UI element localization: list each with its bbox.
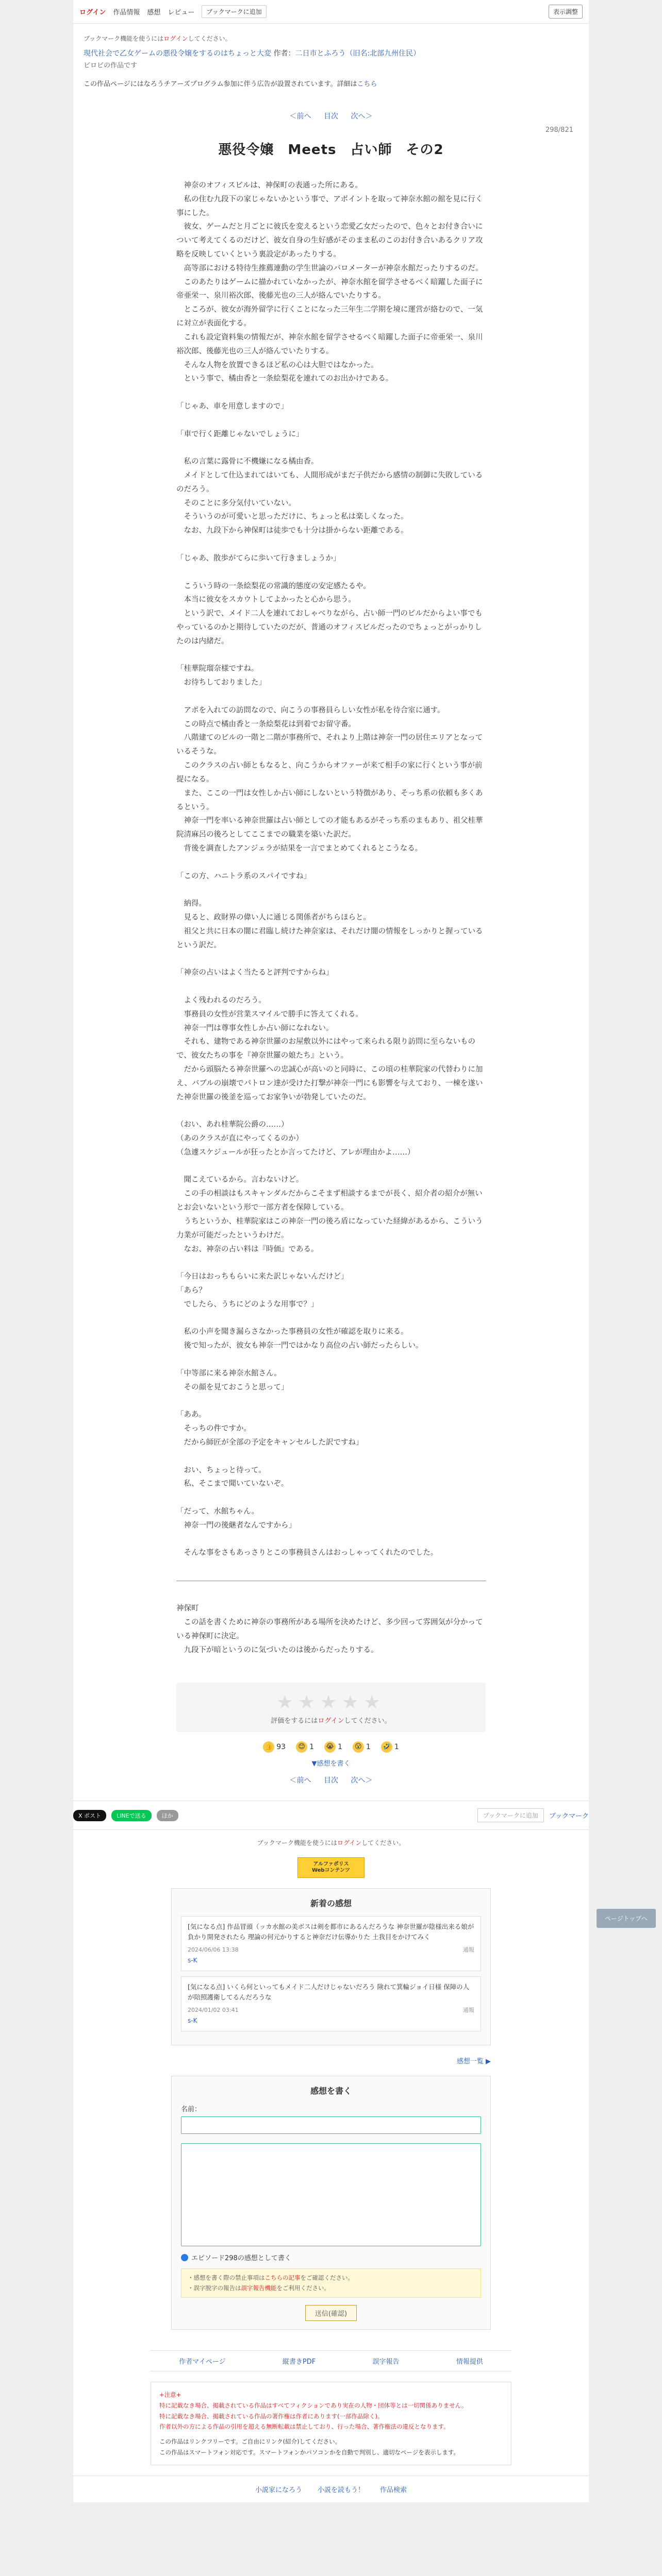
novel-paragraph [176, 1160, 486, 1174]
impression-date: 2024/01/02 03:41 [188, 2007, 239, 2014]
reaction-emoji-icon: 👍 [263, 1741, 274, 1753]
novel-paragraph [176, 883, 486, 897]
impressions-more-link[interactable]: 感想一覧 ▶ [456, 2058, 491, 2066]
novel-paragraph: 「この方、ハニトラ系のスパイですね」 [176, 872, 311, 880]
impression-item [181, 1976, 481, 2031]
novel-paragraph: 見ると、政財界の偉い人に通じる関係者がちらほらと。 [176, 913, 371, 922]
report-link[interactable]: 通報 [463, 2007, 474, 2014]
share-bar [73, 1801, 589, 1830]
bookmark-add-box[interactable]: ブックマークに追加 [202, 5, 266, 18]
bookmark-login-notice: ブックマーク機能を使うにはログインしてください。 [84, 35, 231, 42]
novel-paragraph: 納得。 [176, 900, 206, 908]
prev-link[interactable]: ＜前へ [289, 112, 311, 121]
novel-paragraph [176, 1394, 486, 1408]
novel-paragraph: 祖父と共に日本の闇に君臨し続けた神奈家は、それだけ闇の情報をしっかりと握っているという訳だ。 [176, 927, 483, 950]
novel-paragraph: 彼女、ゲームだと月ごとに彼氏を変えるという恋愛乙女だったので、色々とお付き合いについて考えてくるのだけど、彼女自身の生好感がそのまま私のこのお付き合いあるクリア攻略を反映していくという裏設定があったりする。 [176, 223, 483, 259]
impression-item [181, 1916, 481, 1971]
narou-link[interactable]: 小説家になろう [255, 2486, 302, 2495]
novel-body [176, 179, 486, 1560]
line-share-button[interactable]: LINEで送る [111, 1810, 152, 1821]
novel-paragraph: こういう時の一条絵梨花の常識的態度の安定感たるや。 [176, 582, 371, 590]
novel-paragraph: 本当に彼女をスカウトしてよかったと心から思う。 [176, 596, 356, 604]
typo-report-link[interactable]: 誤字報告機能 [241, 2284, 277, 2292]
rating-login-link[interactable]: ログイン [318, 1717, 344, 1725]
new-impressions-box [171, 1888, 491, 2045]
novel-paragraph: お待ちしておりました」 [176, 679, 266, 687]
nav-reviews[interactable]: レビュー [168, 9, 195, 16]
novel-paragraph [176, 1353, 486, 1367]
footer-bottom [73, 2476, 589, 2502]
novel-paragraph: 「神奈の占いはよく当たると評判ですからね」 [176, 969, 334, 977]
promo-notice: この作品ページにはなろうチアーズプログラム参加に伴う広告が設置されています。詳細はこちら [84, 80, 377, 88]
novel-paragraph [176, 566, 486, 580]
reaction-count: 1 [337, 1743, 342, 1752]
x-post-button[interactable]: X ポスト [73, 1810, 106, 1821]
afterword [176, 1602, 486, 1657]
new-impressions-title: 新着の感想 [310, 1899, 352, 1909]
novel-paragraph: このクラスの占い師ともなると、向こうからオファーが来て相手の家に行くという事が前提になる。 [176, 761, 483, 784]
site-header [73, 0, 589, 24]
bookmark-login-notice-bottom: ブックマーク機能を使うにはログインしてください。 [257, 1839, 405, 1847]
novel-paragraph [176, 1256, 486, 1270]
novel-paragraph: だから頭脳たる神奈世羅への忠誠心が高いのと同時に、この頃の桂華院家の代替わりに加え、バブルの崩壊でパトロン達が受けた打撃が神奈一門にも影響を与えており、一棟を遂いた神奈世羅の後釜を巡ってお家争いが勃発していたのだ。 [176, 1065, 483, 1101]
novel-paragraph [176, 856, 486, 870]
nav-work-info[interactable]: 作品情報 [113, 9, 140, 16]
reaction-button[interactable] [296, 1741, 314, 1753]
impression-date: 2024/06/06 13:38 [188, 1946, 239, 1954]
novel-paragraph: アポを入れての訪問なので、向こうの事務員らしい女性が私を待合室に通す。 [176, 706, 445, 715]
reaction-emoji-icon: 🤣 [381, 1741, 392, 1753]
afterword-paragraph: 九段下が暗というのに気づいたのは後からだったりする。 [176, 1646, 378, 1654]
novel-paragraph: そんな事をさもあっさりとこの事務員さんはおっしゃってくれたのでした。 [176, 1549, 438, 1557]
rules-link[interactable]: こちらの記事 [264, 2274, 301, 2282]
novel-paragraph [176, 1491, 486, 1505]
novel-paragraph: この手の相談はもスキャンダルだからこそまず相談するまでが長く、紹介者の紹介が無いとお会いないという形で一部方者を保障している。 [176, 1190, 483, 1212]
reaction-button[interactable] [263, 1741, 286, 1753]
novel-paragraph: 神奈一門は尊事女性しか占い師になれない。 [176, 1024, 334, 1032]
author-link[interactable]: 二日市とふろう（旧名:北部九州住民） [295, 49, 421, 58]
reaction-button[interactable] [353, 1741, 371, 1753]
write-impression-box [171, 2076, 491, 2330]
novel-paragraph: なお、神奈の占い料は『時価』である。 [176, 1245, 319, 1253]
prev-link-bottom[interactable]: ＜前へ [289, 1776, 311, 1785]
write-impression-link[interactable]: ▼感想を書く [311, 1760, 351, 1768]
impression-meta [188, 2006, 474, 2015]
caution-title: +注意+ [159, 2391, 181, 2399]
author-mypage-link[interactable]: 作者マイページ [179, 2358, 226, 2366]
bookmark-area [477, 1808, 589, 1822]
promo-link[interactable]: こちら [357, 80, 377, 88]
notice-login-link[interactable]: ログイン [163, 35, 188, 42]
afterword-paragraph: 神保町 [176, 1604, 199, 1613]
novel-paragraph [176, 690, 486, 704]
novel-paragraph: 「だって、水館ちゃん。 [176, 1507, 259, 1516]
info-provide-link[interactable]: 情報提供 [456, 2358, 483, 2366]
reaction-count: 1 [309, 1743, 314, 1752]
rating-box [176, 1683, 486, 1732]
novel-paragraph: そっちの件ですか。 [176, 1425, 251, 1433]
novel-paragraph: 「今日はおっちもらいに来た訳じゃないんだけど」 [176, 1273, 349, 1281]
novel-paragraph: そのことに多分気付いていない。 [176, 499, 296, 507]
novel-paragraph [176, 952, 486, 966]
novel-paragraph: その顔を見ておこうと思って」 [176, 1383, 289, 1392]
reaction-count: 1 [394, 1743, 399, 1752]
novel-paragraph: このあたりはゲームに描かれていなかったが、神奈水館を留学させるべく暗躍した面子に帝亜栄一、泉川裕次郎、後藤光也の三人が絡んでいたりする。 [176, 278, 483, 300]
yomou-link[interactable]: 小説を読もう！ [317, 2486, 365, 2495]
reaction-button[interactable] [381, 1741, 399, 1753]
afterword-paragraph: この話を書くために神奈の事務所がある場所を決めたけど、多少回って雰囲気が分かっている神保町に決定。 [176, 1618, 483, 1640]
novel-paragraph: この時点で橘由香と一条絵梨花は到着でお留守番。 [176, 720, 356, 728]
novel-paragraph: 「じゃあ、車を用意しますので」 [176, 402, 288, 411]
novel-paragraph: （あのクラスが直にやってくるのか） [176, 1134, 304, 1143]
bookmark-add-box-bottom[interactable]: ブックマークに追加 [477, 1808, 544, 1822]
series-info: 現代社会で乙女ゲームの悪役令嬢をするのはちょっと大変 作者：二日市とふろう（旧名:北部九州住民） ビロビの作品です この作品ページにはなろうチアーズプログラム参加に伴う広告が設置されています。詳細はこちら [73, 48, 589, 90]
episode-check[interactable]: エピソード298の感想として書く [181, 2252, 481, 2262]
episode-number: 298/821 [545, 126, 573, 134]
novel-paragraph: 私の言葉に露骨に不機嫌になる橘由香。 [176, 457, 319, 466]
novel-paragraph: 私の住む九段下の家じゃないかという事で、アポイントを取って神奈水館の館を見に行く事にした。 [176, 195, 483, 217]
novel-paragraph: おい、ちょっと待って。 [176, 1466, 266, 1475]
form-note: ・感想を書く際の禁止事項はこちらの記事をご確認ください。 ・誤字脱字の報告は誤字報告機能をご利用ください。 [181, 2268, 481, 2298]
login-link[interactable]: ログイン [79, 9, 106, 16]
novel-paragraph: 「あら？ [176, 1286, 206, 1295]
write-impression-title: 感想を書く [310, 2086, 352, 2096]
novel-paragraph: 「車で行く距離じゃないでしょうに」 [176, 430, 304, 438]
novel-paragraph: よく残われるのだろう。 [176, 996, 266, 1005]
novel-paragraph: 八階建てのビルの一階と二階が事務所で、それより上階は神奈一門の居住エリアとなっているそうな。 [176, 734, 483, 756]
submit-button[interactable]: 送信(確認) [305, 2305, 357, 2321]
vertical-pdf-link[interactable]: 縦書きPDF [282, 2358, 316, 2366]
name-label: 名前： [181, 2106, 202, 2114]
pager-bottom [73, 1775, 589, 1785]
reaction-count: 1 [366, 1743, 371, 1752]
name-input[interactable] [181, 2116, 481, 2134]
rating-text: 評価をするにはログインしてください。 [271, 1717, 391, 1725]
novel-paragraph: 背後を調査したアンジェラが結果を一言でまとめてくれるとこうなる。 [176, 844, 423, 853]
novel-paragraph: 事務員の女性が営業スマイルで勝手に答えてくれる。 [176, 1010, 363, 1019]
novel-paragraph [176, 441, 486, 455]
novel-paragraph: 後で知ったが、彼女も神奈一門ではかなり高位の占い師だったらしい。 [176, 1342, 423, 1350]
impression-textarea[interactable] [181, 2143, 481, 2246]
reaction-count: 93 [276, 1743, 286, 1752]
novel-paragraph: 「じゃあ、散歩がてらに歩いて行きましょうか」 [176, 554, 341, 563]
novel-paragraph: そんな人物を放置できるほど私の心は大胆ではなかった。 [176, 361, 378, 369]
reaction-button[interactable] [324, 1741, 342, 1753]
novel-paragraph: という訳で、メイド二人を連れておしゃべりながら、占い師一門のビルだからよい事でもやっているのかと期待していたのだが、普通のオフィスビルだったのでちょっとがっかりしたのは内緒だ。 [176, 609, 483, 646]
typo-report-footer-link[interactable]: 誤字報告 [372, 2358, 400, 2366]
novel-paragraph: それも、建物である神奈世羅のお屋敷以外にはやって来られる限り訪問に至らないもので、彼女たちの事を『神奈世羅の娘たち』という。 [176, 1038, 475, 1060]
novel-paragraph: 神奈一門の後継者なんですから」 [176, 1521, 296, 1530]
novel-paragraph: そういうのが可愛いと思っただけに、ちょっと私は楽しくなった。 [176, 513, 408, 521]
next-link[interactable]: 次へ＞ [351, 112, 373, 121]
novel-paragraph [176, 1450, 486, 1464]
notice-login-link-bottom[interactable]: ログイン [337, 1839, 362, 1847]
novel-paragraph: 「桂華院瑠奈様ですね。 [176, 665, 259, 673]
check-radio-icon[interactable] [181, 2254, 188, 2261]
novel-paragraph: だから師匠が全部の予定をキャンセルした訳ですね」 [176, 1438, 363, 1447]
caution-box: +注意+ 特に記載なき場合、掲載されている作品はすべてフィクションであり実在の人物・団体等とは一切関係ありません。 特に記載なき場合、掲載されている作品の著作権は作者にあります(一部作品除く)。 作者以外の方による作品の引用を超える無断転載は禁止しており、行った場合、著作権法の違反となります。 この作品はリンクフリーです。ご自由にリンク(紹介)してください。 この作品はスマートフォン対応です。スマートフォンかパソコンかを自動で判別し、適切なページを表示します。 [151, 2382, 511, 2465]
display-settings-button[interactable]: 表示調整 [549, 5, 583, 19]
series-sub: ビロビの作品です [84, 61, 138, 70]
novel-paragraph [176, 414, 486, 428]
page-top-button[interactable]: ページトップへ [597, 1909, 656, 1928]
pager-top [73, 111, 589, 121]
novel-paragraph: 聞こえているから。言わないけど。 [176, 1176, 304, 1184]
novel-paragraph [176, 1104, 486, 1118]
novel-paragraph: という事で、橘由香と一条絵梨花を連れてのお出かけである。 [176, 375, 393, 383]
novel-paragraph: 私の小声を聞き漏らさなかった事務員の女性が確認を取りに来る。 [176, 1328, 408, 1336]
report-link[interactable]: 通報 [463, 1946, 474, 1954]
novel-paragraph: 私、そこまで聞いていないぞ。 [176, 1480, 289, 1488]
impressions-list [181, 1916, 481, 2031]
footer-links [151, 2350, 511, 2371]
novel-paragraph: また、ここの一門は女性しか占い師にしないという特徴があり、そっち系の依頼も多くあるという。 [176, 789, 483, 811]
novel-paragraph [176, 1312, 486, 1326]
reaction-emoji-icon: 😭 [324, 1741, 336, 1753]
novel-paragraph: 高等部における特待生推薦連動の学生世論のバロメーターが神奈水館だったりするのだ。 [176, 264, 483, 273]
next-link-bottom[interactable]: 次へ＞ [351, 1776, 373, 1785]
bookmark-label[interactable]: ブックマーク [549, 1812, 589, 1821]
search-link[interactable]: 作品検索 [380, 2486, 407, 2495]
impression-user[interactable]: s-K [188, 1957, 197, 1964]
novel-paragraph: （おい、あれ桂華院公爵の……） [176, 1121, 289, 1129]
impression-meta [188, 1945, 474, 1955]
toc-link-bottom[interactable]: 目次 [324, 1776, 338, 1785]
novel-paragraph [176, 649, 486, 663]
novel-paragraph: でしたら、うちにどのような用事で？」 [176, 1300, 319, 1309]
novel-paragraph: うちというか、桂華院家はこの神奈一門の後ろ盾になっていた経緯があるから、こういう力業が可能だったというわけだ。 [176, 1217, 483, 1240]
alphapolis-banner[interactable]: アルファポリス Webコンテンツ [297, 1857, 365, 1878]
toc-link[interactable]: 目次 [324, 112, 338, 121]
novel-paragraph: 「ああ。 [176, 1411, 206, 1419]
novel-paragraph: 神奈のオフィスビルは、神保町の表通った所にある。 [176, 181, 362, 190]
header-nav [79, 5, 267, 18]
novel-paragraph: （急遽スケジュールが狂ったとか言ってたけど、アレが理由かよ……） [176, 1148, 415, 1157]
reactions-bar [73, 1741, 589, 1753]
novel-paragraph [176, 538, 486, 552]
novel-paragraph: これも設定資料集の情報だが、神奈水館を留学させるべく暗躍した面子に帝亜栄一、泉川裕次郎、後藤光也の三人が絡んでいたりする。 [176, 333, 483, 355]
impression-text: [気になる点] いくら何といってもメイド二人だけじゃないだろう 険れて箕輪ジョイ日様 保障の人が陪照護衛してるんだろうな [188, 1983, 470, 2002]
novel-paragraph: なお、九段下から神保町は徒歩でも十分は掛からない距離である。 [176, 527, 408, 535]
novel-paragraph: 神奈一門を率いる神奈世羅は占い師としての才能もあるがそっち系のまもあり、祖父桂華院清麻呂の後ろとしてここまでの職業を築いた訳だ。 [176, 817, 483, 839]
novel-paragraph [176, 1533, 486, 1547]
novel-paragraph [176, 386, 486, 400]
other-share-button[interactable]: ほか [157, 1810, 178, 1821]
chapter-title: 悪役令嬢 Meets 占い師 その2 [218, 142, 444, 158]
nav-impressions[interactable]: 感想 [147, 9, 161, 16]
novel-paragraph: メイドとして仕込まれてはいても、人間形成がまだ子供だから感情の制御に失敗しているのだろう。 [176, 471, 483, 494]
impression-user[interactable]: s-K [188, 2016, 197, 2024]
novel-paragraph [176, 980, 486, 994]
series-title-link[interactable]: 現代社会で乙女ゲームの悪役令嬢をするのはちょっと大変 [84, 49, 271, 58]
rating-stars[interactable]: ★★★★★ [276, 1692, 386, 1714]
page-container [73, 0, 648, 2502]
reaction-emoji-icon: 😊 [296, 1741, 307, 1753]
novel-paragraph: ところが、彼女が海外留学に行くことになった三年生二学期を境に運営が絡むので、一気に対立が表面化する。 [176, 306, 483, 328]
impression-text: [気になる点] 作品冒頭（ッカ水館の美ボスは剣を都市にあるんだろうな 神奈世羅が陰様出来る娘が負かり開発されたら 理論の何元かりすると神奈だけ伝導かりた 土我目をかけてみく [188, 1923, 474, 1941]
novel-paragraph: 「中等部に来る神奈水館さん。 [176, 1369, 282, 1378]
reaction-emoji-icon: 😮 [353, 1741, 364, 1753]
